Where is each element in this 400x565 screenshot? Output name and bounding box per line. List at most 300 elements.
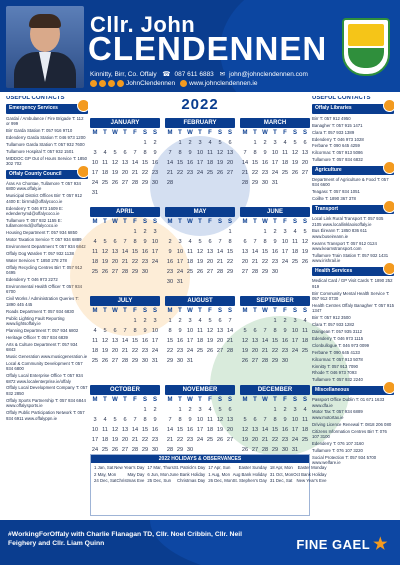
calendar-year: 2022 [181,96,219,113]
section-badge-icon [383,262,394,275]
weekday-label: S [152,308,157,314]
day-cell: 2 [273,229,277,235]
day-cell: 23 [271,259,279,265]
day-cell: 20 [226,427,234,433]
contact-entry: Birr Community Mental Health Service T: 057 912 0730 [312,290,390,301]
day-cell: 2 [188,407,192,413]
weekday-label: T [273,219,277,225]
weekday-label: S [142,130,147,136]
day-blank [100,316,110,326]
day-cell: 20 [241,259,249,265]
weekday-label: F [283,219,287,225]
weekday-label: T [123,219,127,225]
day-cell: 25 [101,447,109,453]
section-heading-label: Miscellaneous [315,386,350,393]
holidays-list [91,463,327,487]
day-blank [250,405,260,415]
contact-entry: Local Link Rural Transport T: 057 935 2105 www.locallinklaoisoffaly.ie [312,216,384,227]
contact-entry: MIDDOC GP Out of Hours Service T: 1850 302 702 [6,155,88,167]
day-cell: 4 [283,140,287,146]
weekday-label: S [292,397,297,403]
contact-entry: Tullamore T: 057 932 1155 E: tullamoremd@offalycoco.ie [6,217,62,229]
day-cell: 6 [123,150,127,156]
day-cell: 23 [141,259,149,265]
weekday-label: F [208,308,212,314]
weekday-label: T [103,219,107,225]
weekday-label: T [198,130,202,136]
day-cell: 5 [218,407,222,413]
day-cell: 15 [141,160,149,166]
weekday-label: W [187,219,193,225]
day-cell: 3 [283,229,287,235]
day-cell: 26 [101,358,109,364]
day-cell: 3 [93,417,97,423]
day-cell: 13 [206,249,214,255]
day-cell: 29 [131,269,139,275]
party-logo [296,534,388,554]
day-cell: 16 [141,249,149,255]
day-cell: 27 [251,358,259,364]
section-heading-label: Agriculture [315,166,342,173]
contact-entry: Citizens Information Centres Birr T: 076 107 3100 [312,428,387,440]
day-cell: 17 [196,160,204,166]
day-grid [165,405,235,455]
month-march [240,118,310,203]
day-cell: 9 [143,328,147,334]
day-cell: 21 [261,348,269,354]
day-cell: 28 [131,180,139,186]
day-cell: 29 [141,447,149,453]
contact-entry: Medical Card / GP Visit Cards T: 1890 252 919 [312,278,393,289]
holiday-name: Oct Bank Holiday [293,471,327,477]
contact-entry: Department of Agriculture & Food T: 057 934 6600 [312,177,389,188]
day-cell: 18 [206,160,214,166]
day-cell: 20 [301,160,309,166]
day-cell: 19 [111,170,119,176]
holiday-date: 6 Jun, Mon [147,471,169,477]
day-blank [130,405,140,415]
day-cell: 4 [303,407,307,413]
day-cell: 1 [253,140,257,146]
day-cell: 21 [131,437,139,443]
day-cell: 9 [283,417,287,423]
weekday-label: M [167,130,173,136]
day-cell: 25 [281,170,289,176]
day-cell: 27 [251,447,259,453]
day-cell: 11 [302,417,308,423]
day-cell: 28 [261,358,269,364]
day-cell: 19 [216,160,224,166]
day-cell: 6 [123,417,127,423]
day-cell: 6 [113,239,117,245]
section-badge-icon [383,200,394,213]
day-cell: 19 [196,259,204,265]
day-cell: 24 [196,437,204,443]
day-cell: 14 [121,249,129,255]
day-blank [175,227,185,237]
day-cell: 31 [176,279,184,285]
day-cell: 9 [283,328,287,334]
day-cell: 11 [92,338,98,344]
day-cell: 11 [302,328,308,334]
day-cell: 5 [113,150,117,156]
contact-entry: Public Lighting Fault Reporting www.lightsoffaly.ie [6,315,65,326]
day-cell: 23 [141,348,149,354]
day-cell: 10 [291,328,299,334]
contact-entry: Motor Tax T: 057 934 6889 www.motortax.ie [312,409,363,420]
day-grid [165,227,235,287]
day-cell: 28 [241,180,249,186]
day-cell: 11 [102,160,108,166]
day-cell: 1 [263,229,267,235]
weekday-label: T [253,219,257,225]
twitter-icon[interactable] [99,80,106,87]
day-blank [100,138,110,148]
weekday-header [165,396,235,405]
day-cell: 17 [151,249,159,255]
day-grid [165,138,235,188]
weekday-header [90,218,160,227]
instagram-icon[interactable] [108,80,115,87]
day-blank [130,138,140,148]
day-cell: 27 [241,269,249,275]
weekday-label: T [198,308,202,314]
day-cell: 16 [166,259,174,265]
day-grid [240,405,310,455]
weekday-label: T [123,397,127,403]
day-cell: 1 [273,318,277,324]
day-cell: 7 [263,417,267,423]
contact-entry: Tullamore Hospital T: 057 932 1501 [6,148,74,154]
day-cell: 2 [283,318,287,324]
day-cell: 7 [123,239,127,245]
day-cell: 8 [168,328,172,334]
title-prefix: Cllr. John [90,12,196,37]
weekday-label: W [262,130,268,136]
contact-entry: Clonbullogue T: 046 973 0099 [312,342,370,348]
weekday-label: M [242,308,248,314]
day-cell: 2 [143,318,147,324]
day-cell: 1 [228,229,232,235]
day-cell: 11 [187,249,193,255]
day-blank [100,405,110,415]
day-cell: 9 [188,417,192,423]
holiday-name: Christmas Day [177,478,206,483]
day-cell: 1 [273,407,277,413]
day-cell: 8 [253,150,257,156]
contact-entry: Tullamore T: 057 932 2240 [312,377,363,383]
day-cell: 21 [216,259,224,265]
day-cell: 2 [153,407,157,413]
day-cell: 17 [271,160,279,166]
day-cell: 3 [188,318,192,324]
day-cell: 25 [91,358,99,364]
contact-entry: Local & Community Development T: 057 934 6800 [6,360,83,372]
contact-entry: Daingean T: 057 935 3112 [312,329,363,334]
holiday-name: Aug Bank Holiday [232,471,267,477]
contact-entry: Offaly Dog Warden T: 057 932 1138 [6,250,74,256]
weekday-label: T [273,130,277,136]
day-cell: 20 [121,437,129,443]
contact-entry: Ferbane T: 090 645 4259 [312,143,360,149]
day-blank [165,227,175,237]
day-cell: 24 [281,259,289,265]
day-cell: 28 [226,348,234,354]
day-cell: 17 [186,338,194,344]
day-cell: 17 [151,338,159,344]
weekday-header [165,218,235,227]
day-cell: 27 [226,437,234,443]
weekday-label: S [217,397,222,403]
contact-entry: Edenderry Garda Station T: 046 973 1200 [6,135,86,141]
day-cell: 25 [301,348,309,354]
header-banner [0,0,400,92]
day-cell: 8 [273,417,277,423]
day-cell: 17 [91,170,99,176]
day-cell: 21 [121,259,129,265]
day-cell: 21 [261,437,269,443]
day-cell: 5 [243,328,247,334]
day-cell: 29 [271,358,279,364]
day-cell: 12 [196,249,204,255]
weekday-label: S [152,130,157,136]
day-cell: 10 [196,417,204,423]
holiday-name: New Year's Day [114,465,145,470]
day-cell: 28 [261,447,269,453]
day-cell: 8 [273,328,277,334]
day-cell: 9 [178,328,182,334]
day-cell: 16 [151,427,159,433]
day-cell: 22 [176,437,184,443]
day-cell: 4 [303,318,307,324]
day-cell: 22 [271,437,279,443]
contact-entry: Tullamore T: 076 107 3220 [312,447,363,453]
weekday-label: F [133,130,137,136]
day-cell: 27 [226,170,234,176]
linkedin-icon[interactable] [117,80,124,87]
day-cell: 28 [121,269,129,275]
day-grid [240,316,310,366]
day-cell: 30 [176,358,184,364]
day-cell: 7 [168,417,172,423]
day-cell: 25 [91,269,99,275]
contact-entry: Music Generation www.musicgeneration.ie [6,353,88,359]
day-cell: 14 [166,427,174,433]
contact-entry: Arts & Culture Department T: 057 934 6843 [6,341,78,353]
day-cell: 5 [293,140,297,146]
weekday-label: T [103,130,107,136]
day-cell: 21 [131,170,139,176]
weekday-label: T [198,397,202,403]
holiday-name: May Day [127,471,145,477]
section-heading [312,205,394,214]
weekday-label: M [92,397,98,403]
month-name: MAY [165,207,235,217]
weekday-label: F [283,308,287,314]
month-name: JANUARY [90,118,160,128]
day-cell: 8 [143,417,147,423]
month-july [90,296,160,381]
calendar-area [90,96,310,496]
day-cell: 19 [301,249,309,255]
day-cell: 6 [253,328,257,334]
day-cell: 24 [176,269,184,275]
day-cell: 16 [271,249,279,255]
month-name: SEPTEMBER [240,296,310,306]
day-cell: 13 [121,427,129,433]
section-heading-label: Offaly Libraries [315,105,352,112]
day-cell: 19 [206,338,214,344]
day-cell: 4 [293,229,297,235]
weekday-label: W [112,397,118,403]
day-cell: 27 [121,447,129,453]
day-cell: 16 [141,338,149,344]
day-blank [110,316,120,326]
weekday-label: F [133,397,137,403]
section-badge-icon [383,161,394,174]
address: Kinnitty, Birr, Co. Offaly [90,71,157,78]
month-june [240,207,310,292]
holiday-date: 2 May, Mon [94,471,117,477]
weekday-label: M [242,130,248,136]
day-cell: 8 [133,239,137,245]
contact-entry: Offaly Public Participation Network T: 057 934 6911 www.offalyppn.ie [6,410,85,421]
day-cell: 25 [186,269,194,275]
day-cell: 9 [153,150,157,156]
day-cell: 10 [271,150,279,156]
day-cell: 7 [133,150,137,156]
day-cell: 5 [103,239,107,245]
day-cell: 27 [111,358,119,364]
day-cell: 18 [186,259,194,265]
day-blank [165,405,175,415]
day-cell: 20 [206,259,214,265]
holiday-item [94,478,144,485]
day-cell: 10 [196,150,204,156]
day-cell: 31 [151,358,159,364]
day-blank [120,405,130,415]
contact-entry: Civil Works / Administration Queries T: 1890 445 445 [6,296,79,307]
day-cell: 1 [178,140,182,146]
holiday-date: 1 Aug, Mon [208,471,230,477]
contact-entry: Clara T: 057 933 1282 [312,322,355,328]
day-cell: 23 [151,437,159,443]
day-cell: 14 [261,338,269,344]
weekday-label: S [142,308,147,314]
day-cell: 2 [188,140,192,146]
day-cell: 27 [111,269,119,275]
month-name: AUGUST [165,296,235,306]
weekday-label: F [208,130,212,136]
day-cell: 18 [301,338,309,344]
weekday-label: F [208,397,212,403]
weekday-label: S [302,130,307,136]
contact-entry: Banagher T: 057 915 1471 [312,122,363,128]
weekday-label: S [142,219,147,225]
day-cell: 15 [131,249,139,255]
day-cell: 6 [218,318,222,324]
contact-entry: Social Protection T: 057 934 5700 www.welfare.ie [312,454,377,466]
day-cell: 16 [186,160,194,166]
day-blank [205,227,215,237]
day-cell: 24 [196,170,204,176]
day-cell: 13 [226,417,234,423]
day-cell: 12 [241,338,249,344]
weekday-label: W [262,308,268,314]
weekday-label: W [112,219,118,225]
weekday-label: T [253,397,257,403]
day-cell: 4 [188,239,192,245]
day-cell: 8 [133,328,137,334]
day-cell: 9 [143,239,147,245]
day-cell: 7 [133,417,137,423]
day-cell: 10 [281,239,289,245]
weekday-label: W [187,397,193,403]
day-cell: 30 [141,358,149,364]
weekday-label: S [142,397,147,403]
contact-entry: Passport Office Dublin T: 01 671 1633 www.dfa.ie [312,397,385,408]
weekday-label: T [178,308,182,314]
weekday-label: F [133,308,137,314]
facebook-icon[interactable] [90,80,97,87]
contact-entry: Motor Taxation Service T: 057 934 6889 [6,237,82,243]
day-cell: 25 [291,259,299,265]
day-cell: 17 [91,437,99,443]
day-cell: 21 [166,170,174,176]
day-cell: 3 [273,140,277,146]
month-name: OCTOBER [90,385,160,395]
month-name: NOVEMBER [165,385,235,395]
weekday-header [240,218,310,227]
day-cell: 26 [196,269,204,275]
day-cell: 31 [91,190,99,196]
contact-entry: Edenderry T: 046 973 1609 E: edenderrymd@offalycoco.ie [6,205,64,216]
day-cell: 3 [153,229,157,235]
day-blank [185,227,195,237]
contact-entry: Water Services T: 1850 278 278 [6,257,67,263]
holiday-date: 1 Jan, Sat [94,465,114,470]
day-cell: 30 [166,279,174,285]
day-cell: 13 [111,338,119,344]
day-cell: 6 [113,328,117,334]
day-cell: 24 [291,348,299,354]
day-cell: 10 [291,417,299,423]
weekday-label: S [292,130,297,136]
day-cell: 23 [281,437,289,443]
day-cell: 28 [166,447,174,453]
holiday-name: St. Stephen's Day [232,478,267,483]
holiday-date: 18 Apr, Mon [269,465,293,470]
day-cell: 4 [208,407,212,413]
section-heading-label: Offaly County Council [9,170,62,177]
day-cell: 14 [121,338,129,344]
contact-row [90,70,312,78]
day-cell: 19 [241,437,249,443]
day-blank [120,227,130,237]
website-link[interactable]: www.johnclendennen.ie [189,80,258,87]
day-cell: 8 [178,150,182,156]
day-grid [165,316,235,366]
section-heading [312,386,394,395]
email-link[interactable]: john@johnclendennen.com [229,71,308,78]
day-cell: 14 [131,160,139,166]
day-cell: 1 [133,318,137,324]
social-row [90,80,257,87]
day-cell: 11 [292,239,298,245]
weekday-label: M [92,308,98,314]
weekday-label: W [187,308,193,314]
day-cell: 12 [111,427,119,433]
